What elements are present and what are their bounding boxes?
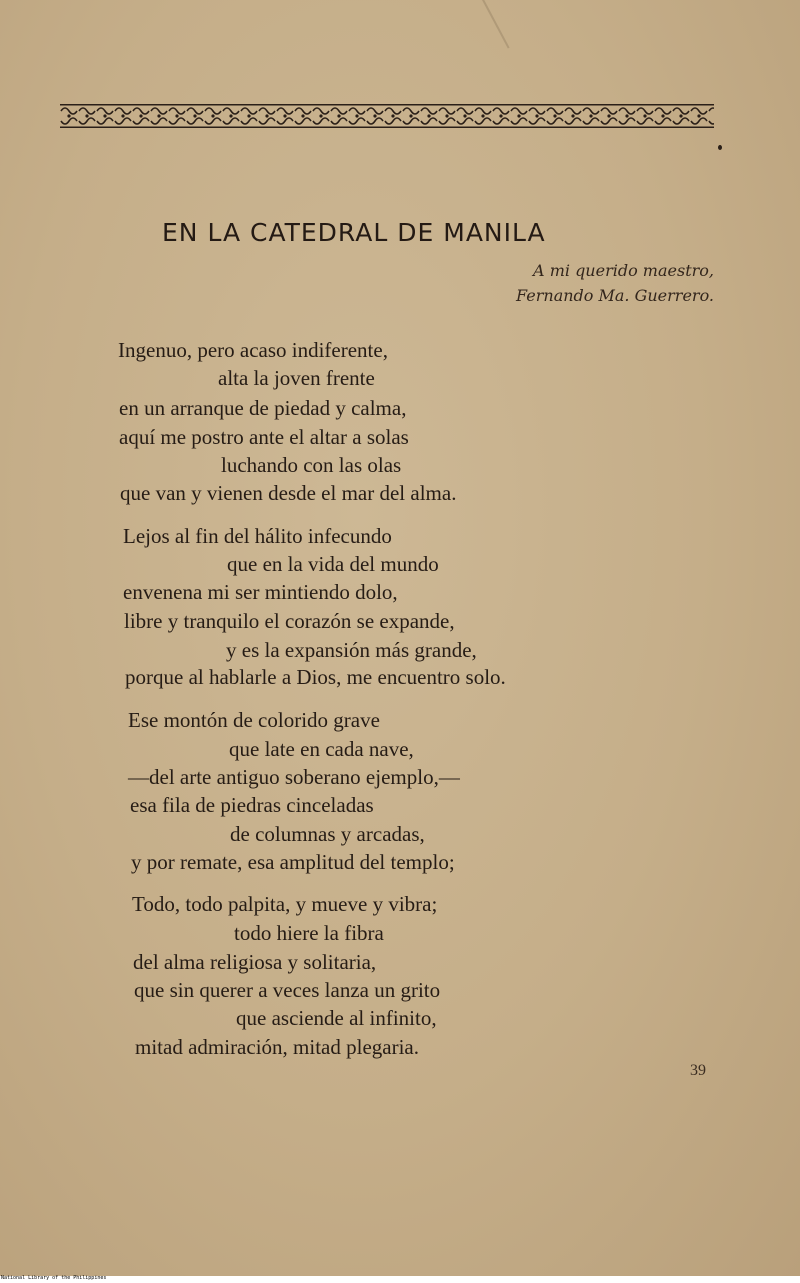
poem-line: Lejos al fin del hálito infecundo [123,524,392,548]
footer-text: National Library of the Philippines [1,1275,107,1281]
page-number: 39 [690,1062,706,1079]
poem-line: de columnas y arcadas, [230,822,425,846]
poem-line: libre y tranquilo el corazón se expande, [124,609,455,633]
poem-line: y por remate, esa amplitud del templo; [131,850,455,874]
ink-speck [718,145,722,150]
poem-line: del alma religiosa y solitaria, [133,950,377,974]
poem-line: aquí me postro ante el altar a solas [119,425,409,449]
decorative-border-ornament [60,103,714,129]
poem-line: que van y vienen desde el mar del alma. [120,481,457,505]
poem-line: que sin querer a veces lanza un grito [134,978,441,1002]
dedication-line-2: Fernando Ma. Guerrero. [516,286,714,305]
poem-line: alta la joven frente [218,366,375,390]
dedication [516,258,714,308]
poem-line: Ingenuo, pero acaso indiferente, [118,338,388,362]
poem-line: luchando con las olas [221,453,402,477]
poem-line: esa fila de piedras cinceladas [130,793,374,817]
poem-line: y es la expansión más grande, [226,638,477,662]
poem-title: EN LA CATEDRAL DE MANILA [162,218,546,247]
poem-line: que en la vida del mundo [227,552,439,576]
poem-line: porque al hablarle a Dios, me encuentro solo. [125,665,506,689]
poem-line: —del arte antiguo soberano ejemplo,— [128,765,460,789]
paper-crease [482,0,510,49]
dedication-line-1: A mi querido maestro, [533,261,714,280]
poem-line: todo hiere la fibra [234,921,384,945]
poem-line: en un arranque de piedad y calma, [119,396,407,420]
poem-line: envenena mi ser mintiendo dolo, [123,580,398,604]
footer-watermark [0,1276,800,1283]
poem-line: que asciende al infinito, [236,1006,437,1030]
poem-line: mitad admiración, mitad plegaria. [135,1035,419,1059]
poem-line: Todo, todo palpita, y mueve y vibra; [132,892,438,916]
poem-line: que late en cada nave, [229,737,414,761]
poem-line: Ese montón de colorido grave [128,708,380,732]
